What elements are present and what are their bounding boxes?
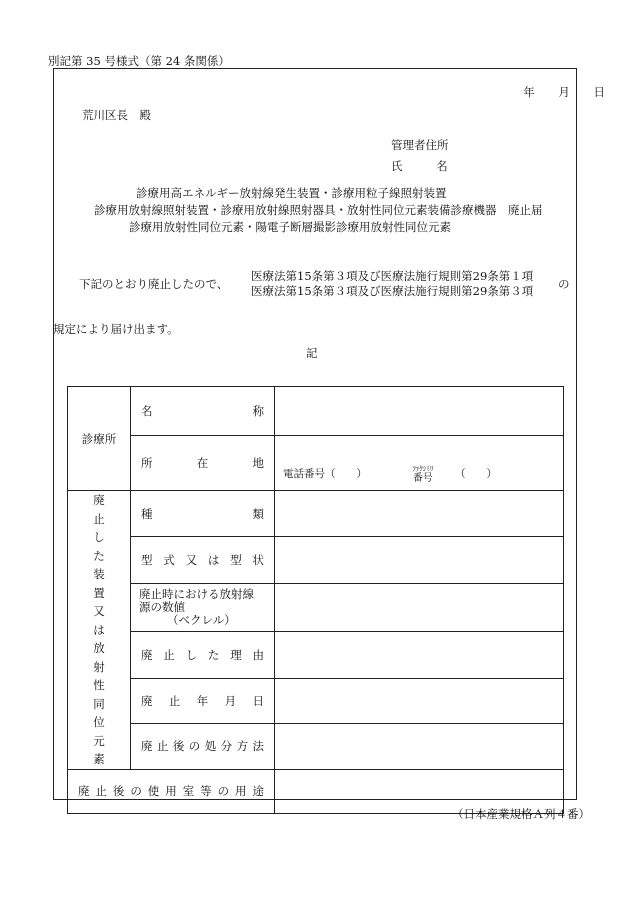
- kind-field[interactable]: [275, 491, 564, 537]
- clinic-location-field[interactable]: [275, 436, 564, 491]
- law-option-2: 医療法第15条第３項及び医療法施行規則第29条第３項: [251, 284, 534, 298]
- title-line-1: 診療用高エネルギー放射線発生装置・診療用粒子線照射装置: [136, 186, 447, 200]
- table-row: [68, 632, 564, 678]
- model-field[interactable]: [275, 537, 564, 583]
- date-field[interactable]: [275, 678, 564, 723]
- title-line-2: 診療用放射線照射装置・診療用放射線照射器具・放射性同位元素装備診療機器 廃止届: [94, 203, 543, 217]
- fax-paren: （ ）: [454, 468, 497, 480]
- table-row: [68, 436, 564, 491]
- radiation-value-field[interactable]: [275, 583, 564, 632]
- table-row: [68, 387, 564, 436]
- title-line-3: 診療用放射性同位元素・陽電子断層撮影診療用放射性同位元素: [129, 220, 451, 234]
- notification-table: [67, 386, 564, 814]
- disposal-field[interactable]: [275, 724, 564, 769]
- closing-text: 規定により届け出ます。: [53, 322, 179, 336]
- form-reference: 別記第 35 号様式（第 24 条関係）: [48, 54, 230, 68]
- room-usage-label: 廃止後の使用室等の用途: [68, 769, 275, 813]
- radiation-value-label: 廃止時における放射線 源の数値 （ベクレル）: [131, 583, 275, 632]
- device-category-label: 廃 止 し た 装 置 又 は 放 射 性 同 位 元 素: [68, 491, 131, 770]
- fax-label: ﾌｧｸｼﾐﾘ 番号: [412, 465, 434, 484]
- reason-field[interactable]: [275, 632, 564, 678]
- clinic-name-label: 名称: [131, 387, 275, 436]
- reason-label: 廃止した理由: [131, 632, 275, 678]
- phone-label: 電話番号（ ）: [283, 468, 367, 480]
- addressee: 荒川区長 殿: [82, 108, 151, 122]
- date-line: 年 月 日: [523, 85, 605, 99]
- table-row: [68, 537, 564, 583]
- clinic-name-field[interactable]: [275, 387, 564, 436]
- disposal-label: 廃止後の処分方法: [131, 724, 275, 769]
- clinic-location-label: 所在地: [131, 436, 275, 491]
- kind-label: 種類: [131, 491, 275, 537]
- body-text: 下記のとおり廃止したので、: [79, 277, 229, 291]
- clinic-label: 診療所: [68, 387, 131, 491]
- ki-heading: 記: [306, 346, 318, 360]
- manager-address-label: 管理者住所: [391, 138, 449, 152]
- table-row: [68, 678, 564, 723]
- table-row: [68, 583, 564, 632]
- manager-name-label: 氏 名: [391, 159, 448, 173]
- law-option-1: 医療法第15条第３項及び医療法施行規則第29条第１項: [251, 269, 534, 283]
- table-row: [68, 491, 564, 537]
- date-label: 廃止年月日: [131, 678, 275, 723]
- paper-size-note: （日本産業規格Ａ列４番）: [452, 807, 590, 821]
- table-row: [68, 724, 564, 769]
- law-suffix: の: [558, 277, 570, 291]
- model-label: 型式又は型状: [131, 537, 275, 583]
